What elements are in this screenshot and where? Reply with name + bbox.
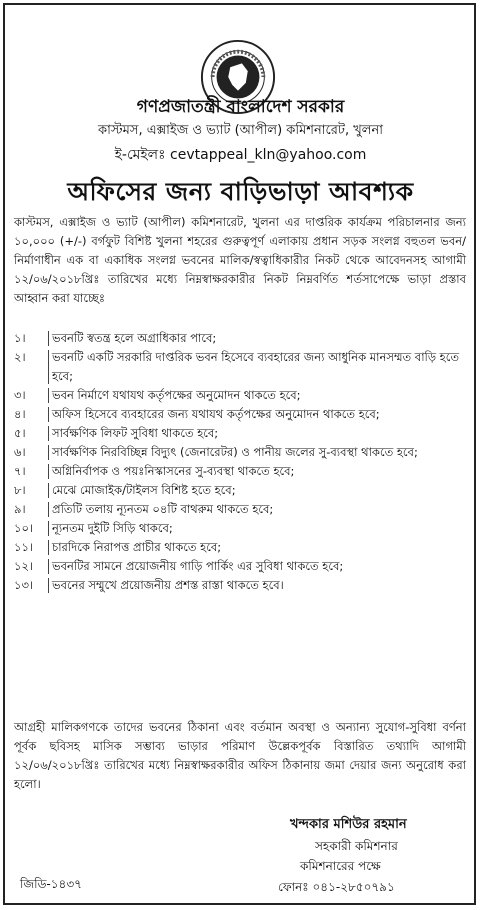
signatory-name: খন্দকার মশিউর রহমান [290, 817, 407, 832]
condition-number: ৪। [14, 407, 26, 421]
condition-text: ভবনটি স্বতন্ত্র হলে অগ্রাধিকার পাবে; [52, 331, 217, 345]
condition-divider [48, 578, 49, 593]
condition-text: ভবনের সম্মুখে প্রয়োজনীয় প্রশস্ত রাস্তা থাকতে হবে। [52, 578, 284, 592]
condition-item [14, 386, 466, 405]
condition-item [14, 462, 466, 481]
intro-paragraph: কাস্টমস, এক্সাইজ ও ভ্যাট (আপীল) কমিশনারেট, খুলনা এর দাপ্তরিক কার্যক্রম পরিচালনার জন্য ১০,০০০ (+/-) বর্গফুট বিশিষ্ট খুলনা শহরের গুরুত্বপূর্ণ এলাকায় প্রধান সড়ক সংলগ্ন বহুতল ভবন/নির্মাণাধীন এক বা একাধিক সংলগ্ন ভবনের মালিক/স্বত্বাধিকারীর নিকট থেকে আবেদনসহ আগামী ১২/০৬/২০১৮খ্রিঃ তারিখের মধ্যে নিম্নস্বাক্ষরকারীর নিকট নিম্নবর্ণিত শর্তসাপেক্ষে ভাড়া প্রস্তাব আহ্বান করা যাচ্ছেঃ [14, 215, 466, 305]
condition-text: চারদিকে নিরাপত্ত প্রাচীর থাকতে হবে; [52, 540, 222, 554]
government-heading: গণপ্রজাতন্ত্রী বাংলাদেশ সরকার [136, 97, 345, 117]
condition-divider [48, 388, 49, 403]
condition-number: ৭। [14, 464, 26, 478]
condition-number: ১১। [14, 540, 34, 554]
signatory-on-behalf: কমিশনারের পক্ষে [300, 859, 381, 873]
condition-divider [48, 540, 49, 555]
condition-number: ১। [14, 331, 26, 345]
condition-item [14, 329, 466, 348]
condition-divider [48, 350, 49, 384]
condition-item [14, 519, 466, 538]
condition-divider [48, 559, 49, 574]
condition-text: ভবনটি একটি সরকারি দাপ্তরিক ভবন হিসেবে ব্যবহারের জন্য আধুনিক মানসম্মত বাড়ি হতে হবে; [52, 350, 459, 383]
condition-text: অফিস হিসেবে ব্যবহারের জন্য যথাযথ কর্তৃপক্ষের অনুমোদন থাকতে হবে; [52, 407, 380, 421]
condition-item [14, 405, 466, 424]
condition-text: সার্বক্ষণিক লিফট সুবিধা থাকতে হবে; [52, 426, 219, 440]
condition-text: মেঝে মোজাইক/টাইলস বিশিষ্ট হতে হবে; [52, 483, 236, 497]
condition-item [14, 424, 466, 443]
condition-divider [48, 464, 49, 479]
condition-divider [48, 426, 49, 441]
condition-item [14, 443, 466, 462]
conditions-list [14, 329, 466, 595]
signatory-phone: ফোনঃ ০৪১-২৮৫০৭৯১ [278, 880, 395, 894]
condition-divider [48, 445, 49, 460]
email-line: ই-মেইলঃ cevtappeal_kln@yahoo.com [114, 147, 367, 163]
condition-item [14, 500, 466, 519]
condition-text: ন্যূনতম দুইটি সিড়ি থাকবে; [52, 521, 173, 535]
condition-divider [48, 502, 49, 517]
condition-item [14, 481, 466, 500]
ad-title: অফিসের জন্য বাড়িভাড়া আবশ্যক [67, 177, 414, 206]
condition-number: ৫। [14, 426, 26, 440]
condition-item [14, 557, 466, 576]
condition-number: ২। [14, 350, 26, 364]
condition-number: ১০। [14, 521, 34, 535]
signatory-designation: সহকারী কমিশনার [315, 839, 398, 853]
condition-text: ভবনটির সামনে প্রয়োজনীয় গাড়ি পার্কিং এর সুবিধা থাকতে হবে; [52, 559, 344, 573]
condition-text: ভবন নির্মাণে যথাযথ কর্তৃপক্ষের অনুমোদন থাকতে হবে; [52, 388, 301, 402]
condition-divider [48, 521, 49, 536]
condition-number: ৮। [14, 483, 26, 497]
condition-divider [48, 331, 49, 346]
condition-item [14, 576, 466, 595]
condition-divider [48, 407, 49, 422]
condition-number: ১২। [14, 559, 34, 573]
condition-number: ৬। [14, 445, 26, 459]
condition-item [14, 538, 466, 557]
office-name: কাস্টমস, এক্সাইজ ও ভ্যাট (আপীল) কমিশনারেট, খুলনা [97, 123, 383, 138]
condition-number: ১৩। [14, 578, 34, 592]
condition-number: ৯। [14, 502, 26, 516]
condition-text: অগ্নিনির্বাপক ও পয়ঃনিস্কাসনের সু-ব্যবস্থা থাকতে হবে; [52, 464, 295, 478]
condition-number: ৩। [14, 388, 26, 402]
condition-text: প্রতিটি তলায় ন্যূনতম ০৪টি বাথরুম থাকতে হবে; [52, 502, 274, 516]
condition-divider [48, 483, 49, 498]
condition-item [14, 348, 466, 386]
condition-text: সার্বক্ষণিক নিরবিচ্ছিন্ন বিদ্যুৎ (জেনারেটর) ও পানীয় জলের সু-ব্যবস্থা থাকতে হবে; [52, 445, 418, 459]
closing-paragraph: আগ্রহী মালিকগণকে তাদের ভবনের ঠিকানা এবং বর্তমান অবস্থা ও অন্যান্য সুযোগ-সুবিধা বর্ণনা পূর্বক ছবিসহ মাসিক সম্ভাব্য ভাড়ার পরিমাণ উল্লেকপূর্বক বিস্তারিত তথ্যাদি আগামী ১২/০৬/২০১৮খ্রিঃ তারিখের মধ্যে নিম্নস্বাক্ষরকারীর অফিস ঠিকানায় জমা দেয়ার জন্য অনুরোধ করা হলো। [14, 720, 466, 791]
gd-number: জিডি-১৪৩৭ [20, 877, 82, 891]
